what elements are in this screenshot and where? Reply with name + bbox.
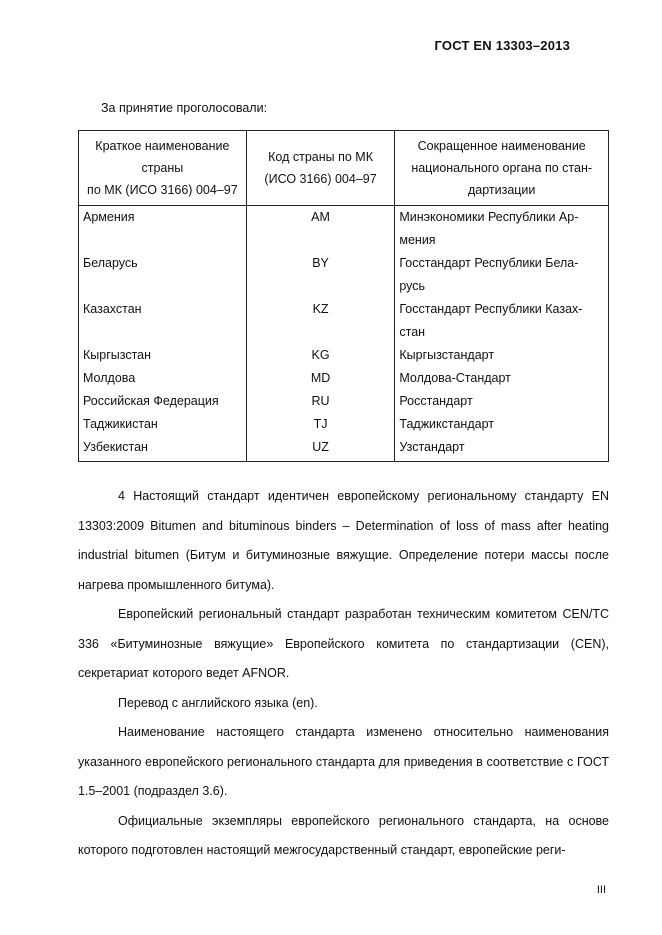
document-header-code: ГОСТ EN 13303–2013: [434, 38, 570, 53]
body-cell-line: русь: [399, 279, 426, 293]
table-row: [79, 367, 609, 390]
table-row: [79, 298, 609, 344]
header-country-name-line: Краткое наименование: [95, 139, 230, 153]
header-country-name: [79, 131, 247, 206]
table-row: [79, 390, 609, 413]
paragraph: 4 Настоящий стандарт идентичен европейскому региональному стандарту EN 13303:2009 Bitumen and bituminous binders – Determination of loss of mass after heating industrial bitumen (Битум и битуминозные вяжущие. Определение потери массы после нагрева промышленного битума).: [78, 489, 609, 592]
header-national-body-line: дартизации: [467, 183, 536, 197]
code-cell: BY: [246, 252, 395, 298]
header-national-body: [395, 131, 609, 206]
table-row: [79, 206, 609, 253]
header-country-code: [246, 131, 395, 206]
country-cell: Таджикистан: [79, 413, 247, 436]
table-row: [79, 436, 609, 462]
header-national-body-line: Сокращенное наименование: [417, 139, 586, 153]
paragraph: Перевод с английского языка (en).: [118, 695, 318, 710]
header-national-body-line: национального органа по стан-: [411, 161, 593, 175]
code-cell: MD: [246, 367, 395, 390]
table-row: [79, 252, 609, 298]
body-cell: [395, 252, 609, 298]
header-country-code-line: Код страны по МК: [268, 150, 373, 164]
body-cell-line: мения: [399, 233, 436, 247]
table-row: [79, 413, 609, 436]
table-header-row: [79, 131, 609, 206]
code-cell: TJ: [246, 413, 395, 436]
body-cell: Росстандарт: [395, 390, 609, 413]
code-cell: KZ: [246, 298, 395, 344]
paragraph: Официальные экземпляры европейского регионального стандарта, на основе которого подготовлен настоящий межгосударственный стандарт, европейские реги-: [78, 813, 609, 857]
country-cell: Армения: [79, 206, 247, 253]
voting-countries-table: [78, 130, 609, 462]
country-cell: Узбекистан: [79, 436, 247, 462]
code-cell: RU: [246, 390, 395, 413]
body-cell: Молдова-Стандарт: [395, 367, 609, 390]
document-body: [78, 482, 609, 866]
body-cell: Таджикстандарт: [395, 413, 609, 436]
paragraph: Европейский региональный стандарт разработан техническим комитетом CEN/TC 336 «Битуминозные вяжущие» Европейского комитета по стандартизации (CEN), секретариат которого ведет AFNOR.: [78, 607, 609, 680]
code-cell: AM: [246, 206, 395, 253]
body-cell-line: Госстандарт Республики Бела-: [399, 256, 579, 270]
country-cell: Молдова: [79, 367, 247, 390]
header-country-name-line: страны: [141, 161, 184, 175]
body-cell: [395, 298, 609, 344]
header-country-code-line: (ИСО 3166) 004–97: [264, 172, 377, 186]
body-cell: Узстандарт: [395, 436, 609, 462]
body-cell: [395, 206, 609, 253]
body-cell: Кыргызстандарт: [395, 344, 609, 367]
country-cell: Российская Федерация: [79, 390, 247, 413]
paragraph: Наименование настоящего стандарта изменено относительно наименования указанного европейского регионального стандарта для приведения в соответствие с ГОСТ 1.5–2001 (подраздел 3.6).: [78, 725, 609, 798]
country-cell: Казахстан: [79, 298, 247, 344]
country-cell: Кыргызстан: [79, 344, 247, 367]
header-country-name-line: по МК (ИСО 3166) 004–97: [87, 183, 238, 197]
body-cell-line: стан: [399, 325, 426, 339]
body-cell-line: Минэкономики Республики Ар-: [399, 210, 579, 224]
voted-title: За принятие проголосовали:: [101, 101, 268, 115]
body-cell-line: Госстандарт Республики Казах-: [399, 302, 583, 316]
code-cell: UZ: [246, 436, 395, 462]
country-cell: Беларусь: [79, 252, 247, 298]
table-row: [79, 344, 609, 367]
code-cell: KG: [246, 344, 395, 367]
page-number: III: [596, 884, 606, 896]
